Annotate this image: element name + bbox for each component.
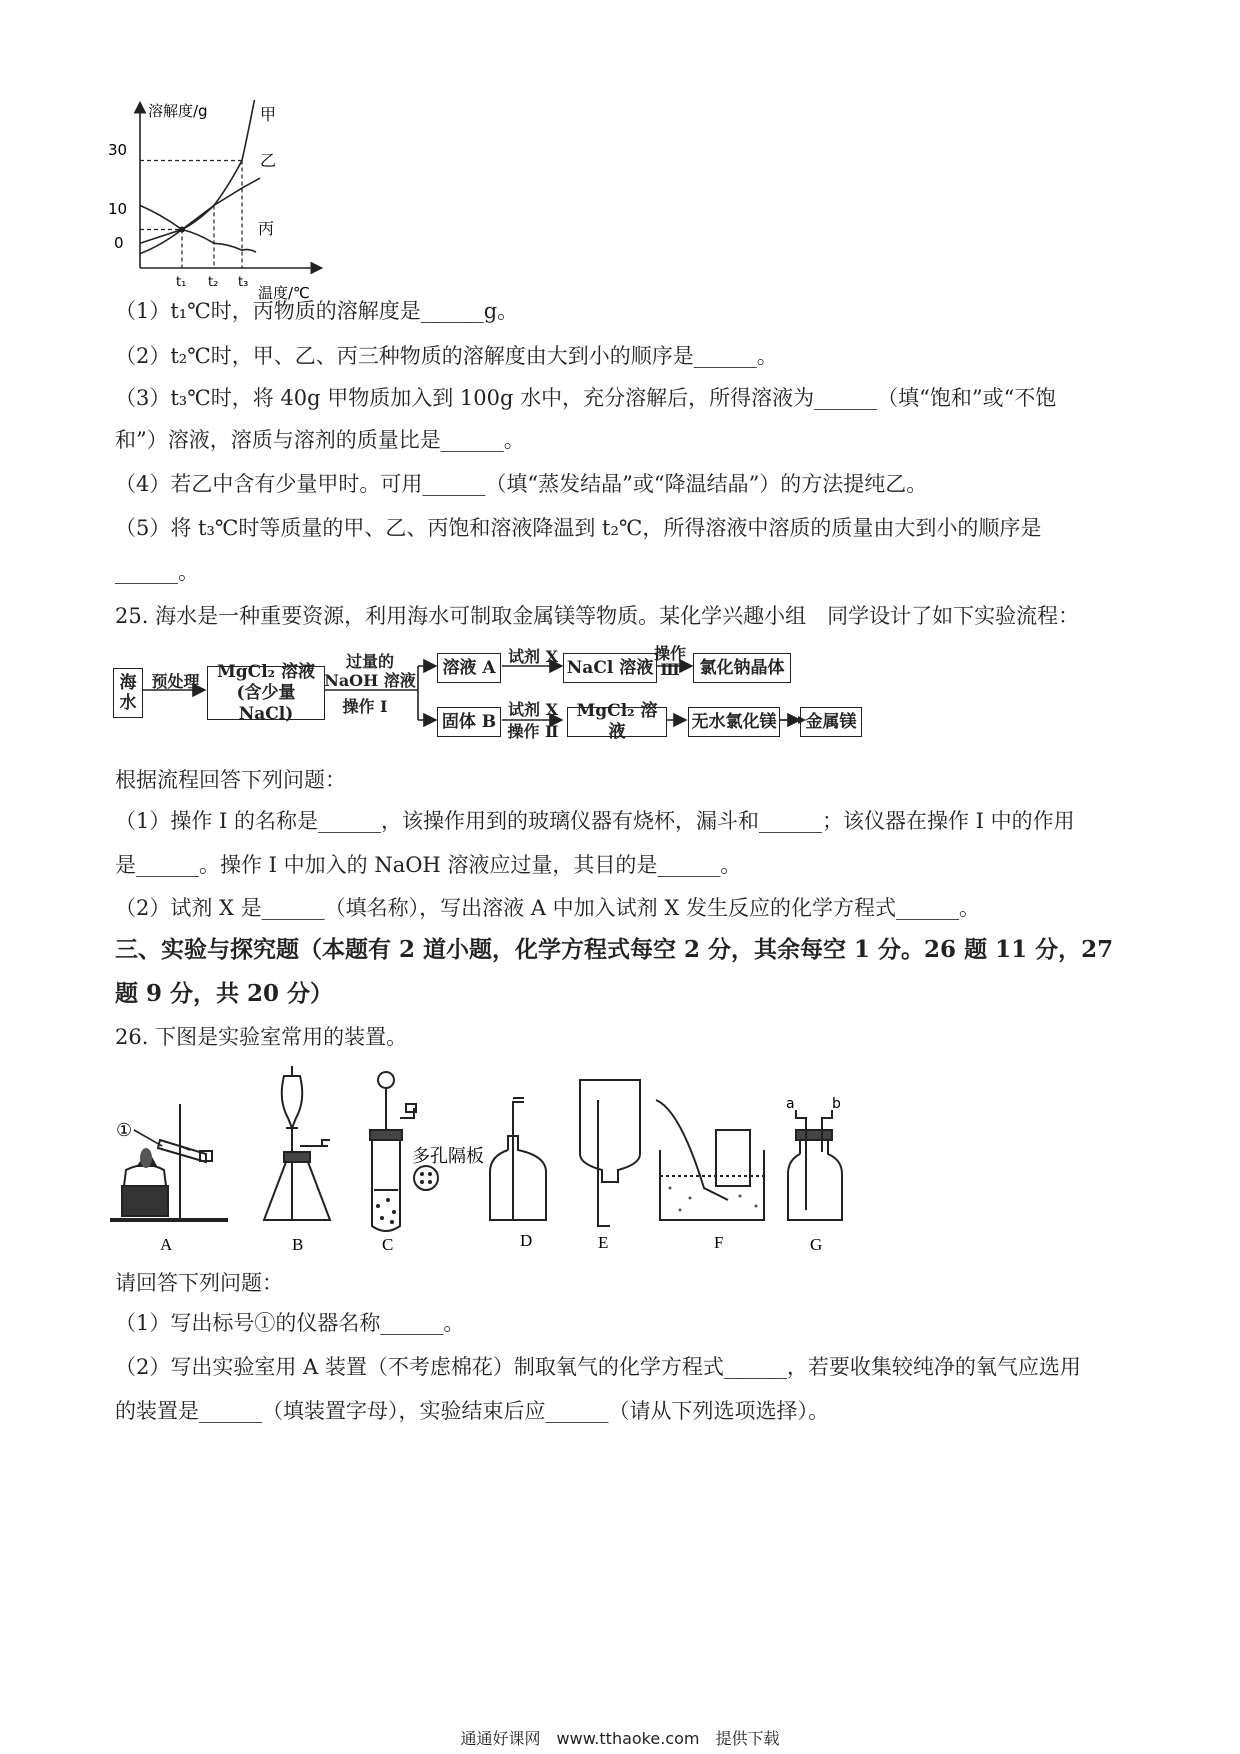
q24-part3b: 和”）溶液，溶质与溶剂的质量比是______。	[115, 428, 525, 452]
q24-part3a: （3）t₃℃时，将 40g 甲物质加入到 100g 水中，充分溶解后，所得溶液为______（填“饱和”或“不饱	[115, 386, 1057, 410]
series-label-jia: 甲	[260, 105, 277, 124]
q26-intro: 26. 下图是实验室常用的装置。	[115, 1025, 408, 1049]
apparatus-d	[490, 1098, 546, 1220]
q26-part2b: 的装置是______（填装置字母），实验结束后应______（请从下列选项选择）。	[115, 1399, 829, 1423]
lab-apparatus-figure	[100, 1060, 1000, 1260]
q25-part2: （2）试剂 X 是______（填名称），写出溶液 A 中加入试剂 X 发生反应的化学方程式______。	[115, 896, 980, 920]
flow-anhydrous-mgcl2: 无水氯化镁	[688, 707, 780, 737]
marker-1: ①	[116, 1120, 133, 1141]
label-e: E	[598, 1233, 609, 1252]
q24-part1: （1）t₁℃时，丙物质的溶解度是______g。	[115, 299, 519, 323]
q24-part5b: ______。	[115, 560, 199, 584]
flow-metal-mg: 金属镁	[800, 707, 862, 737]
intersection-point	[179, 227, 185, 233]
x-tick-t1: t₁	[176, 275, 187, 290]
label-f: F	[714, 1233, 724, 1252]
apparatus-g	[788, 1110, 842, 1220]
q24-part4: （4）若乙中含有少量甲时。可用______（填“蒸发结晶”或“降温结晶”）的方法提纯乙。	[115, 472, 928, 496]
label-c: C	[382, 1235, 394, 1254]
x-tick-t3: t₃	[238, 275, 249, 290]
flow-nacl-crystal: 氯化钠晶体	[693, 653, 791, 683]
label-a: A	[160, 1235, 173, 1254]
y-tick-30: 30	[108, 141, 128, 159]
port-a-label: a	[786, 1096, 795, 1112]
flow-mgcl2-solution: MgCl₂ 溶液 (含少量 NaCl)	[207, 666, 325, 720]
flow-nacl-solution: NaCl 溶液	[563, 653, 657, 683]
x-axis-label: 温度/℃	[258, 284, 310, 300]
q25-intro: 25. 海水是一种重要资源，利用海水可制取金属镁等物质。某化学兴趣小组 同学设计了如下实验流程：	[115, 604, 1080, 628]
port-b-label: b	[832, 1096, 841, 1112]
flow-solution-a: 溶液 A	[437, 653, 501, 683]
porous-plate-label: 多孔隔板	[412, 1146, 484, 1167]
flow-solid-b: 固体 B	[437, 707, 501, 737]
y-axis-label: 溶解度/g	[148, 102, 208, 120]
flow-seawater: 海 水	[113, 668, 143, 718]
q25-part1b: 是______。操作 I 中加入的 NaOH 溶液应过量，其目的是______。	[115, 853, 742, 877]
label-b: B	[292, 1235, 304, 1254]
flow-operation-2: 操作 Ⅱ	[507, 722, 559, 741]
flow-pretreat-label: 预处理	[151, 672, 200, 691]
flow-operation-3: 操作 Ⅲ	[653, 644, 686, 679]
flow-reagent-x-2: 试剂 X	[508, 700, 558, 719]
y-tick-0: 0	[114, 234, 124, 252]
q25-answer-intro: 根据流程回答下列问题：	[115, 768, 346, 792]
flow-excess-naoh: 过量的 NaOH 溶液	[324, 652, 416, 690]
q25-part1a: （1）操作 I 的名称是______，该操作用到的玻璃仪器有烧杯，漏斗和______；该仪器在操作 I 中的作用	[115, 809, 1075, 833]
label-d: D	[520, 1231, 533, 1250]
page-footer: 通通好课网 www.tthaoke.com 提供下载	[460, 1729, 780, 1748]
q26-part1: （1）写出标号①的仪器名称______。	[115, 1311, 465, 1335]
apparatus-e	[580, 1080, 640, 1226]
flow-operation-1: 操作 I	[342, 697, 388, 716]
series-label-bing: 丙	[258, 219, 275, 238]
flow-reagent-x-1: 试剂 X	[508, 647, 558, 666]
q24-part2: （2）t₂℃时，甲、乙、丙三种物质的溶解度由大到小的顺序是______。	[115, 344, 778, 368]
apparatus-f	[656, 1100, 764, 1220]
series-label-yi: 乙	[260, 151, 277, 170]
q24-part5a: （5）将 t₃℃时等质量的甲、乙、丙饱和溶液降温到 t₂℃，所得溶液中溶质的质量由大到小的顺序是	[115, 516, 1042, 540]
apparatus-b	[264, 1066, 330, 1220]
section3-heading-line1: 三、实验与探究题（本题有 2 道小题，化学方程式每空 2 分，其余每空 1 分。26 题 11 分，27	[115, 936, 1114, 963]
label-g: G	[810, 1235, 823, 1254]
x-tick-t2: t₂	[208, 275, 219, 290]
q26-part2a: （2）写出实验室用 A 装置（不考虑棉花）制取氧气的化学方程式______，若要收集较纯净的氧气应选用	[115, 1355, 1081, 1379]
flow-mgcl2-solution-2: MgCl₂ 溶液	[567, 707, 667, 737]
solubility-chart	[100, 100, 360, 300]
y-tick-10: 10	[108, 200, 128, 218]
section3-heading-line2: 题 9 分，共 20 分）	[115, 980, 334, 1007]
q26-ask: 请回答下列问题：	[115, 1271, 283, 1295]
flow-arrow-to-metal	[770, 708, 810, 738]
